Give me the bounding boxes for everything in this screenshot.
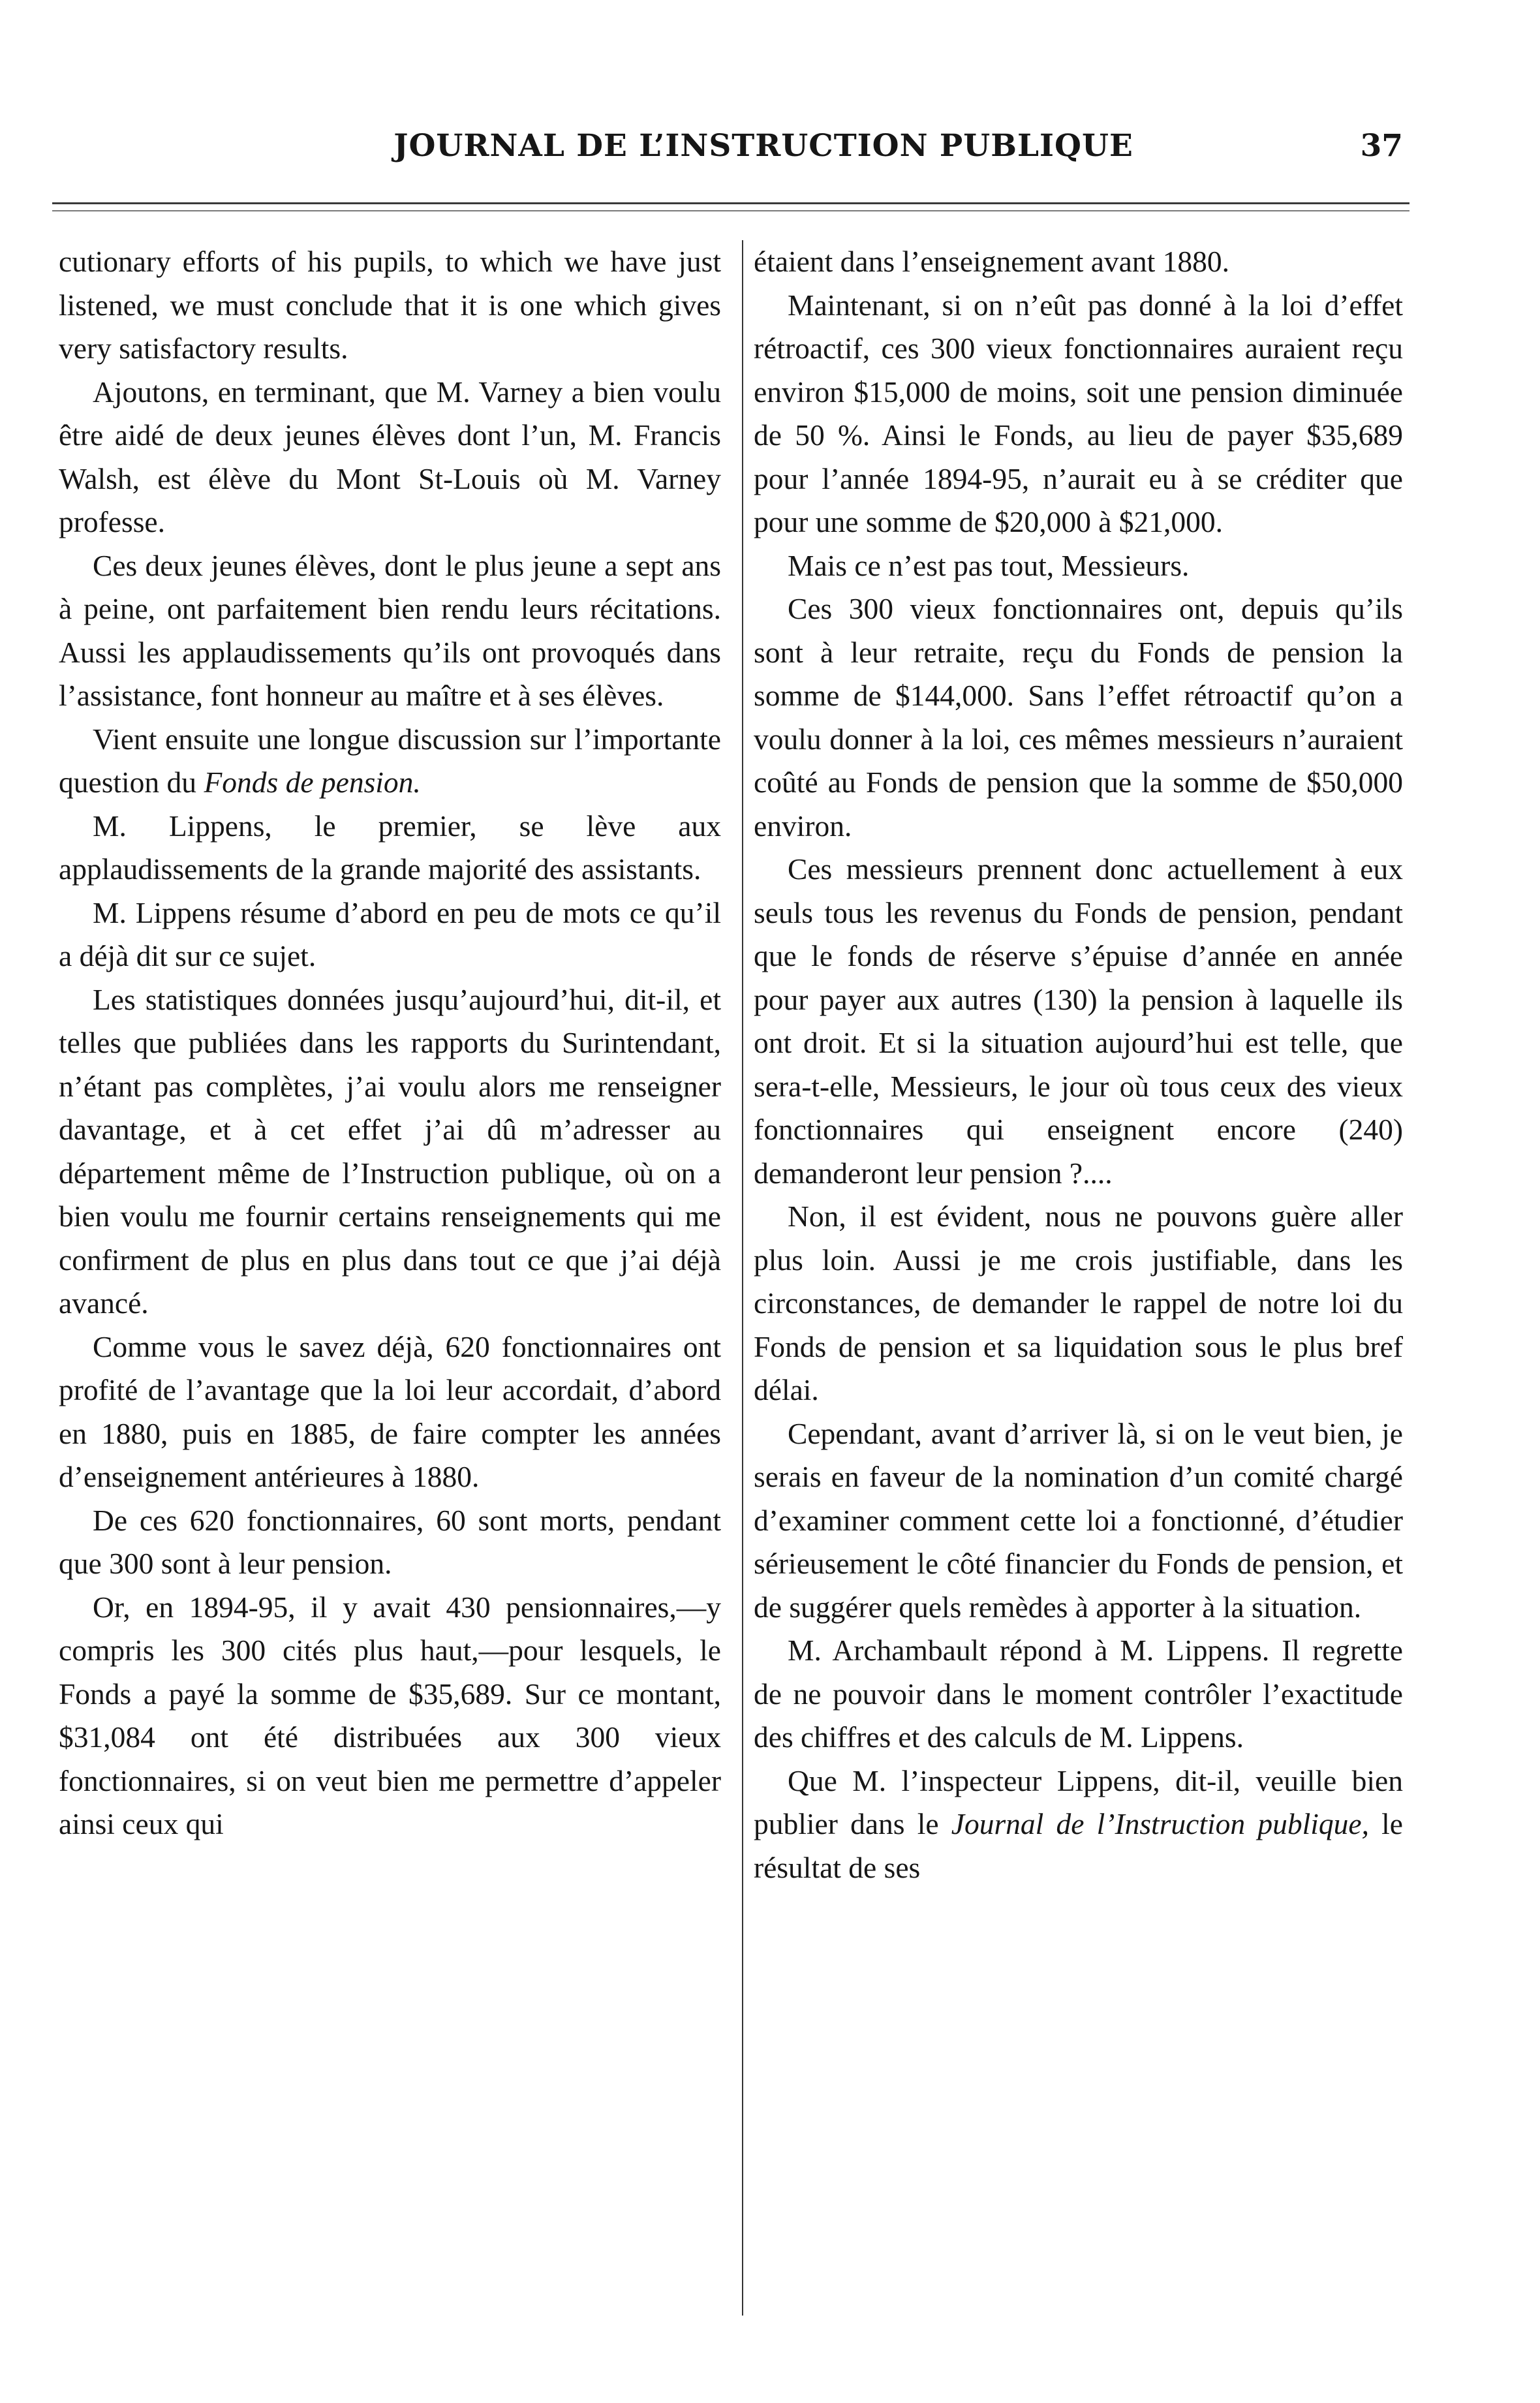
- paragraph: M. Lippens résume d’abord en peu de mots ce qu’il a déjà dit sur ce sujet.: [59, 895, 721, 972]
- running-header: [124, 128, 1403, 174]
- left-column: [59, 240, 721, 1846]
- journal-title: JOURNAL DE L’INSTRUCTION PUBLIQUE: [393, 128, 1133, 164]
- paragraph-text: Que M. l’inspecteur Lippens, dit-il, veuille bien publier dans le: [754, 1763, 1403, 1840]
- paragraph: Ces messieurs prennent donc actuellement à eux seuls tous les revenus du Fonds de pension, pendant que le fonds de réserve s’épuise d’année en année pour payer aux autres (130) la pension à laquelle ils ont droit. Et si la situation aujourd’hui est telle, que sera-t-elle, Messieurs, le jour où tous ceux des vieux fonctionnaires qui enseignent encore (240) demanderont leur pension ?....: [754, 852, 1403, 1190]
- paragraph: M. Archambault répond à M. Lippens. Il regrette de ne pouvoir dans le moment contrôler l’exactitude des chiffres et des calculs de M. Lippens.: [754, 1634, 1403, 1754]
- paragraph: Ajoutons, en terminant, que M. Varney a bien voulu être aidé de deux jeunes élèves dont l’un, M. Francis Walsh, est élève du Mont St-Louis où M. Varney professe.: [59, 375, 721, 538]
- paragraph: Comme vous le savez déjà, 620 fonctionnaires ont profité de l’avantage que la loi leur accordait, d’abord en 1880, puis en 1885, de faire compter les années d’enseignement antérieures à 1880.: [59, 1329, 721, 1493]
- column-divider: [742, 240, 743, 2316]
- paragraph: De ces 620 fonctionnaires, 60 sont morts, pendant que 300 sont à leur pension.: [59, 1503, 721, 1580]
- paragraph: Non, il est évident, nous ne pouvons guère aller plus loin. Aussi je me crois justifiable, dans les circonstances, de demander le rappel de notre loi du Fonds de pension et sa liquidation sous le plus bref délai.: [754, 1200, 1403, 1406]
- paragraph: M. Lippens, le premier, se lève aux applaudissements de la grande majorité des assistants.: [59, 809, 721, 886]
- paragraph: [59, 718, 721, 805]
- paragraph: cutionary efforts of his pupils, to which we have just listened, we must conclude that it is one which gives very satisfactory results.: [59, 245, 721, 365]
- paragraph: [754, 1760, 1403, 1890]
- paragraph: étaient dans l’enseignement avant 1880.: [754, 245, 1230, 278]
- paragraph-text: Vient ensuite une longue discussion sur l’importante question du: [59, 722, 721, 799]
- italic-journal-title: Journal de l’Instruction publique,: [951, 1807, 1369, 1840]
- paragraph-text: le résultat de ses: [754, 1807, 1403, 1884]
- paragraph: Maintenant, si on n’eût pas donné à la loi d’effet rétroactif, ces 300 vieux fonctionnaires auraient reçu environ $15,000 de moins, soit une pension diminuée de 50 %. Ainsi le Fonds, au lieu de payer $35,689 pour l’année 1894-95, n’aurait eu à se créditer que pour une somme de $20,000 à $21,000.: [754, 288, 1403, 538]
- paragraph: Mais ce n’est pas tout, Messieurs.: [788, 548, 1190, 582]
- paragraph: Or, en 1894-95, il y avait 430 pensionnaires,—y compris les 300 cités plus haut,—pour lesquels, le Fonds a payé la somme de $35,689. Sur ce montant, $31,084 ont été distribuées aux 300 vieux fonctionnaires, si on veut bien me permettre d’appeler ainsi ceux qui: [59, 1590, 721, 1840]
- header-rule-secondary: [52, 210, 1409, 211]
- header-rule: [52, 202, 1409, 204]
- paragraph: Ces deux jeunes élèves, dont le plus jeune a sept ans à peine, ont parfaitement bien rendu leurs récitations. Aussi les applaudissements qu’ils ont provoqués dans l’assistance, font honneur au maître et à ses élèves.: [59, 548, 721, 712]
- italic-term: Fonds de pension.: [204, 766, 421, 799]
- paragraph: Cependant, avant d’arriver là, si on le veut bien, je serais en faveur de la nomination d’un comité chargé d’examiner comment cette loi a fonctionné, d’étudier sérieusement le côté financier du Fonds de pension, et de suggérer quels remèdes à apporter à la situation.: [754, 1416, 1403, 1624]
- page-number: 37: [1360, 128, 1403, 164]
- right-column: [754, 240, 1403, 1889]
- paragraph: Les statistiques données jusqu’aujourd’hui, dit-il, et telles que publiées dans les rapports du Surintendant, n’étant pas complètes, j’ai voulu alors me renseigner davantage, et à cet effet j’ai dû m’adresser au département même de l’Instruction publique, où on a bien voulu me fournir certains renseignements qui me confirment de plus en plus dans tout ce que j’ai déjà avancé.: [59, 982, 721, 1320]
- paragraph: Ces 300 vieux fonctionnaires ont, depuis qu’ils sont à leur retraite, reçu du Fonds de pension la somme de $144,000. Sans l’effet rétroactif qu’on a voulu donner à la loi, ces mêmes messieurs n’auraient coûté au Fonds de pension que la somme de $50,000 environ.: [754, 592, 1403, 843]
